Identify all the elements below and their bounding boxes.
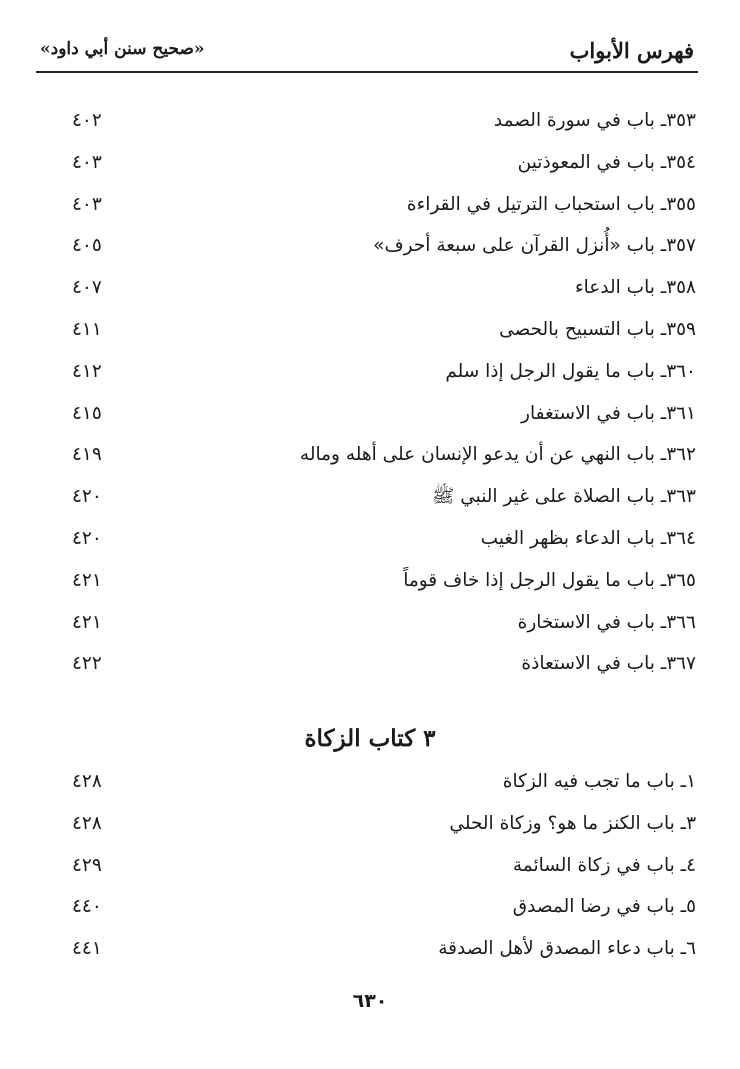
page-header (40, 32, 694, 66)
toc-list-prayer (70, 107, 696, 692)
entry-page: ٤١١ (72, 318, 102, 340)
toc-entry (70, 650, 696, 692)
header-divider (36, 71, 698, 73)
running-header-book-title: «صحيح سنن أبي داود» (40, 39, 205, 59)
running-header-index-title: فهرس الأبواب (569, 38, 694, 63)
entry-page: ٤٢٠ (72, 486, 102, 508)
entry-page: ٤٤١ (72, 938, 102, 960)
toc-entry (70, 107, 696, 149)
toc-entry (70, 191, 696, 233)
entry-title: ٣٦٦ـ باب في الاستخارة (517, 611, 696, 633)
entry-page: ٤٢٨ (72, 812, 102, 834)
entry-page: ٤٠٣ (72, 193, 102, 215)
toc-entry (70, 358, 696, 400)
entry-title: ٣٦٤ـ باب الدعاء بظهر الغيب (480, 527, 696, 549)
toc-entry (70, 149, 696, 191)
toc-entry (70, 274, 696, 316)
entry-page: ٤٠٢ (72, 110, 102, 131)
toc-entry (70, 768, 696, 810)
entry-title: ٣٦٢ـ باب النهي عن أن يدعو الإنسان على أهله وماله (299, 444, 696, 466)
toc-entry (70, 810, 696, 852)
toc-entry (70, 567, 696, 609)
entry-title: ٣٥٧ـ باب «أُنزل القرآن على سبعة أحرف» (373, 235, 696, 257)
toc-entry (70, 483, 696, 525)
entry-page: ٤٢٢ (72, 653, 102, 675)
entry-title: ٣٥٣ـ باب في سورة الصمد (493, 110, 696, 131)
entry-page: ٤٠٧ (72, 277, 102, 299)
entry-page: ٤٠٥ (72, 235, 102, 257)
entry-title: ٣٦٥ـ باب ما يقول الرجل إذا خاف قوماً (403, 569, 696, 591)
toc-entry (70, 525, 696, 567)
toc-entry (70, 852, 696, 894)
entry-title: ٥ـ باب في رضا المصدق (512, 896, 696, 918)
toc-entry (70, 232, 696, 274)
entry-page: ٤٢١ (72, 569, 102, 591)
toc-entry (70, 893, 696, 935)
entry-title: ١ـ باب ما تجب فيه الزكاة (502, 771, 696, 792)
entry-title: ٣٥٨ـ باب الدعاء (574, 277, 696, 299)
entry-page: ٤١٢ (72, 360, 102, 382)
entry-title: ٣٦١ـ باب في الاستغفار (521, 402, 696, 424)
toc-entry (70, 609, 696, 651)
entry-title: ٣٦٠ـ باب ما يقول الرجل إذا سلم (445, 360, 696, 382)
entry-page: ٤٠٣ (72, 151, 102, 173)
entry-page: ٤٢٨ (72, 771, 102, 792)
entry-title: ٣ـ باب الكنز ما هو؟ وزكاة الحلي (449, 812, 696, 834)
page-number: ٦٣٠ (352, 990, 388, 1012)
entry-title: ٣٦٣ـ باب الصلاة على غير النبي ﷺ (431, 486, 696, 508)
toc-entry (70, 935, 696, 977)
entry-title: ٣٥٤ـ باب في المعوذتين (517, 151, 696, 173)
entry-title: ٣٥٥ـ باب استحباب الترتيل في القراءة (406, 193, 696, 215)
entry-page: ٤٢١ (72, 611, 102, 633)
section-heading-zakat: ٣ كتاب الزكاة (304, 725, 436, 752)
entry-title: ٦ـ باب دعاء المصدق لأهل الصدقة (438, 938, 696, 960)
entry-title: ٤ـ باب في زكاة السائمة (512, 854, 696, 876)
entry-page: ٤٤٠ (72, 896, 102, 918)
entry-title: ٣٥٩ـ باب التسبيح بالحصى (499, 318, 696, 340)
entry-title: ٣٦٧ـ باب في الاستعاذة (521, 653, 696, 675)
toc-list-zakat (70, 768, 696, 977)
entry-page: ٤٢٠ (72, 527, 102, 549)
entry-page: ٤١٥ (72, 402, 102, 424)
entry-page: ٤٢٩ (72, 854, 102, 876)
toc-entry (70, 316, 696, 358)
toc-entry (70, 441, 696, 483)
toc-entry (70, 400, 696, 442)
entry-page: ٤١٩ (72, 444, 102, 466)
